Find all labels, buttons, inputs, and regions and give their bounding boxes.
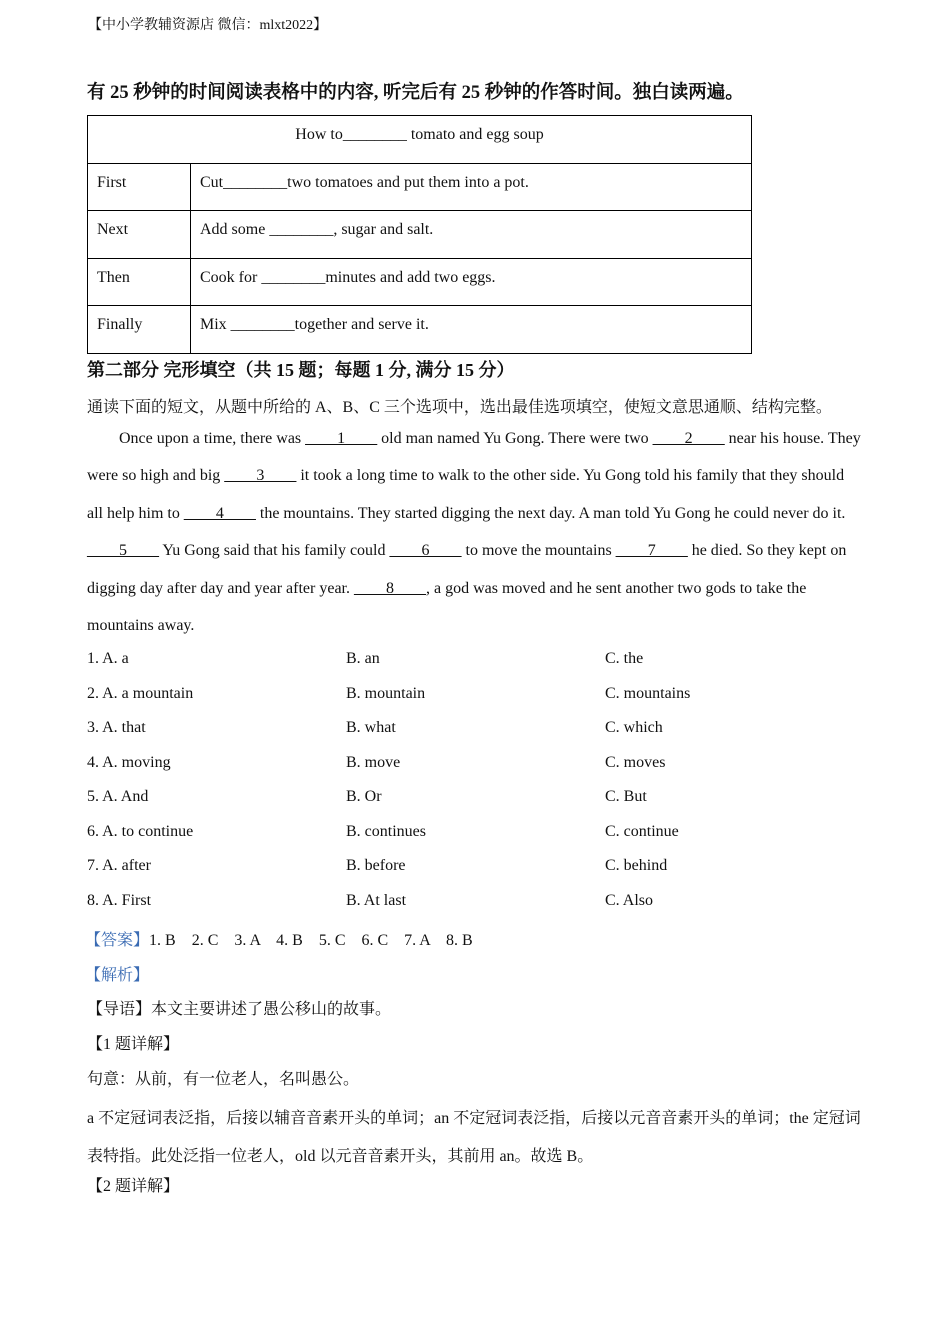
answer-text: 1. B 2. C 3. A 4. B 5. C 6. C 7. A 8. B xyxy=(149,932,473,949)
option-7a: 7. A. after xyxy=(87,857,151,874)
option-6a: 6. A. to continue xyxy=(87,823,194,840)
listening-instruction: 有 25 秒钟的时间阅读表格中的内容, 听完后有 25 秒钟的作答时间。独白读两遍。 xyxy=(87,83,744,103)
passage-text: old man named Yu Gong. There were two xyxy=(377,430,653,447)
table-step: First xyxy=(88,163,191,211)
table-row xyxy=(88,211,752,259)
option-8c: C. Also xyxy=(605,892,654,909)
option-1b: B. an xyxy=(346,650,380,667)
option-7b: B. before xyxy=(346,857,406,874)
recipe-table xyxy=(87,115,752,354)
intro-text: 【导语】本文主要讲述了愚公移山的故事。 xyxy=(87,1001,392,1018)
option-5b: B. Or xyxy=(346,788,382,805)
option-2b: B. mountain xyxy=(346,685,426,702)
option-1c: C. the xyxy=(605,650,644,667)
option-3c: C. which xyxy=(605,719,663,736)
option-2a: 2. A. a mountain xyxy=(87,685,194,702)
passage-text: near his house. They were so high and big xyxy=(87,430,861,485)
cloze-passage xyxy=(87,420,862,644)
table-row xyxy=(88,163,752,211)
section2-instruction: 通读下面的短文，从题中所给的 A、B、C 三个选项中，选出最佳选项填空，使短文意思通顺、结构完整。 xyxy=(87,399,832,416)
detail-2-title: 【2 题详解】 xyxy=(87,1178,180,1195)
option-6c: C. continue xyxy=(605,823,679,840)
option-3b: B. what xyxy=(346,719,396,736)
option-8a: 8. A. First xyxy=(87,892,152,909)
blank-7: ____7____ xyxy=(615,542,688,560)
passage-text: Yu Gong said that his family could xyxy=(159,542,390,560)
passage-text: the mountains. They started digging the next day. A man told Yu Gong he could never do it. xyxy=(255,504,846,522)
option-4c: C. moves xyxy=(605,754,666,771)
passage-text: to move the mountains xyxy=(461,542,616,560)
passage-text: he died. So they kept on digging day after day and year after year. xyxy=(87,542,847,597)
section2-title: 第二部分 完形填空（共 15 题；每题 1 分, 满分 15 分） xyxy=(87,360,515,380)
table-step-text: Cook for ________minutes and add two eggs. xyxy=(191,258,752,306)
option-1a: 1. A. a xyxy=(87,650,129,667)
table-row xyxy=(88,306,752,354)
table-step: Next xyxy=(88,211,191,259)
passage-text: it took a long time to walk to the other side. Yu Gong told his family that they should all help him to xyxy=(87,467,845,522)
passage-text: , a god was moved and he sent another two gods to take the mountains away. xyxy=(87,579,807,635)
passage-text: Once upon a time, there was xyxy=(119,430,306,447)
option-3a: 3. A. that xyxy=(87,719,146,736)
option-4b: B. move xyxy=(346,754,401,771)
blank-5: ____5____ xyxy=(87,542,159,560)
blank-1: ____1____ xyxy=(305,430,378,447)
table-step: Then xyxy=(88,258,191,306)
table-step-text: Mix ________together and serve it. xyxy=(191,306,752,354)
page-header: 【中小学教辅资源店 微信：mlxt2022】 xyxy=(88,18,328,33)
blank-8: ____8____ xyxy=(353,579,426,597)
table-title: How to________ tomato and egg soup xyxy=(88,116,752,164)
table-step: Finally xyxy=(88,306,191,354)
option-8b: B. At last xyxy=(346,892,407,909)
table-step-text: Cut________two tomatoes and put them into a pot. xyxy=(191,163,752,211)
answer-label: 【答案】 xyxy=(85,932,150,949)
option-2c: C. mountains xyxy=(605,685,691,702)
blank-3: ____3____ xyxy=(224,467,297,485)
option-7c: C. behind xyxy=(605,857,668,874)
table-row xyxy=(88,116,752,164)
option-5c: C. But xyxy=(605,788,647,805)
blank-2: ____2____ xyxy=(652,430,725,447)
option-6b: B. continues xyxy=(346,823,426,840)
blank-6: ____6____ xyxy=(389,542,462,560)
answer-line xyxy=(85,927,473,950)
detail-1-title: 【1 题详解】 xyxy=(87,1036,180,1053)
detail-1-meaning: 句意：从前，有一位老人，名叫愚公。 xyxy=(87,1071,360,1088)
table-step-text: Add some ________, sugar and salt. xyxy=(191,211,752,259)
analysis-label: 【解析】 xyxy=(85,967,150,984)
option-4a: 4. A. moving xyxy=(87,754,171,771)
blank-4: ____4____ xyxy=(183,504,256,522)
option-5a: 5. A. And xyxy=(87,788,149,805)
detail-1-explanation: a 不定冠词表泛指，后接以辅音音素开头的单词；an 不定冠词表泛指，后接以元音音素开头的单词；the 定冠词表特指。此处泛指一位老人，old 以元音音素开头，其前用 an。故选 B。 xyxy=(87,1110,861,1165)
table-row xyxy=(88,258,752,306)
